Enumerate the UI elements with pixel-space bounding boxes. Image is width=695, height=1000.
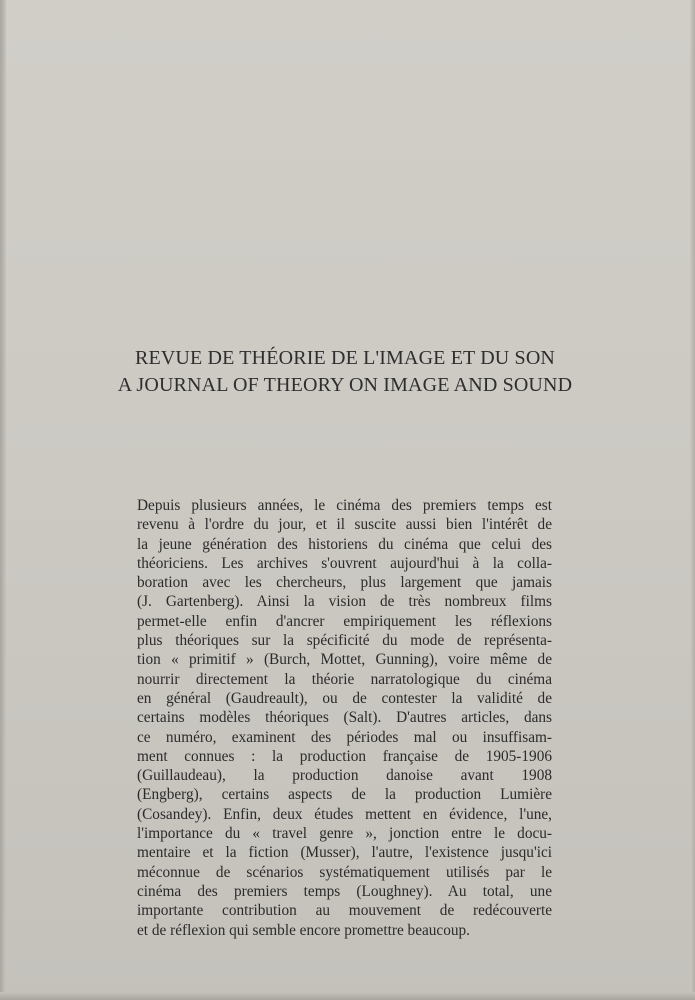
cover-bottom-edge bbox=[0, 992, 695, 1000]
paragraph-line: et de réflexion qui semble encore promettre beaucoup. bbox=[137, 921, 470, 939]
description-paragraph bbox=[137, 496, 552, 940]
journal-title-english: A JOURNAL OF THEORY ON IMAGE AND SOUND bbox=[117, 374, 573, 396]
paragraph-line: théoriciens. Les archives s'ouvrent aujourd'hui à la colla- bbox=[137, 554, 552, 572]
paragraph-line: l'importance du « travel genre », jonction entre le docu- bbox=[137, 825, 552, 843]
paragraph-line: la jeune génération des historiens du cinéma que celui des bbox=[137, 535, 552, 553]
paragraph-line: cinéma des premiers temps (Loughney). Au total, une bbox=[137, 882, 552, 900]
journal-title bbox=[60, 345, 630, 399]
paragraph-line: ment connues : la production française de 1905-1906 bbox=[137, 747, 552, 765]
paragraph-line: Depuis plusieurs années, le cinéma des premiers temps est bbox=[137, 497, 552, 514]
paragraph-line: tion « primitif » (Burch, Mottet, Gunning), voire même de bbox=[137, 651, 552, 669]
paragraph-line: (Cosandey). Enfin, deux études mettent en évidence, l'une, bbox=[137, 805, 552, 823]
paragraph-line: (J. Gartenberg). Ainsi la vision de très nombreux films bbox=[137, 593, 552, 611]
paragraph-line: certains modèles théoriques (Salt). D'autres articles, dans bbox=[137, 709, 552, 727]
paragraph-line: nourrir directement la théorie narratologique du cinéma bbox=[137, 670, 552, 688]
paragraph-line: permet-elle enfin d'ancrer empiriquement les réflexions bbox=[137, 612, 552, 630]
cover-right-edge bbox=[690, 0, 695, 1000]
paragraph-line: méconnue de scénarios systématiquement utilisés par le bbox=[137, 863, 552, 881]
paragraph-line: boration avec les chercheurs, plus largement que jamais bbox=[137, 574, 552, 592]
paragraph-line: importante contribution au mouvement de redécouverte bbox=[137, 902, 552, 920]
cover-left-edge bbox=[0, 0, 6, 1000]
paragraph-line: (Guillaudeau), la production danoise avant 1908 bbox=[137, 767, 552, 785]
paragraph-line: (Engberg), certains aspects de la production Lumière bbox=[137, 786, 552, 804]
paragraph-line: mentaire et la fiction (Musser), l'autre, l'existence jusqu'ici bbox=[137, 844, 552, 862]
paragraph-line: revenu à l'ordre du jour, et il suscite aussi bien l'intérêt de bbox=[137, 516, 552, 534]
paragraph-line: plus théoriques sur la spécificité du mode de représenta- bbox=[137, 632, 552, 650]
journal-title-french: REVUE DE THÉORIE DE L'IMAGE ET DU SON bbox=[134, 347, 556, 369]
paragraph-line: en général (Gaudreault), ou de contester la validité de bbox=[137, 689, 552, 707]
paragraph-line: ce numéro, examinent des périodes mal ou insuffisam- bbox=[137, 728, 552, 746]
